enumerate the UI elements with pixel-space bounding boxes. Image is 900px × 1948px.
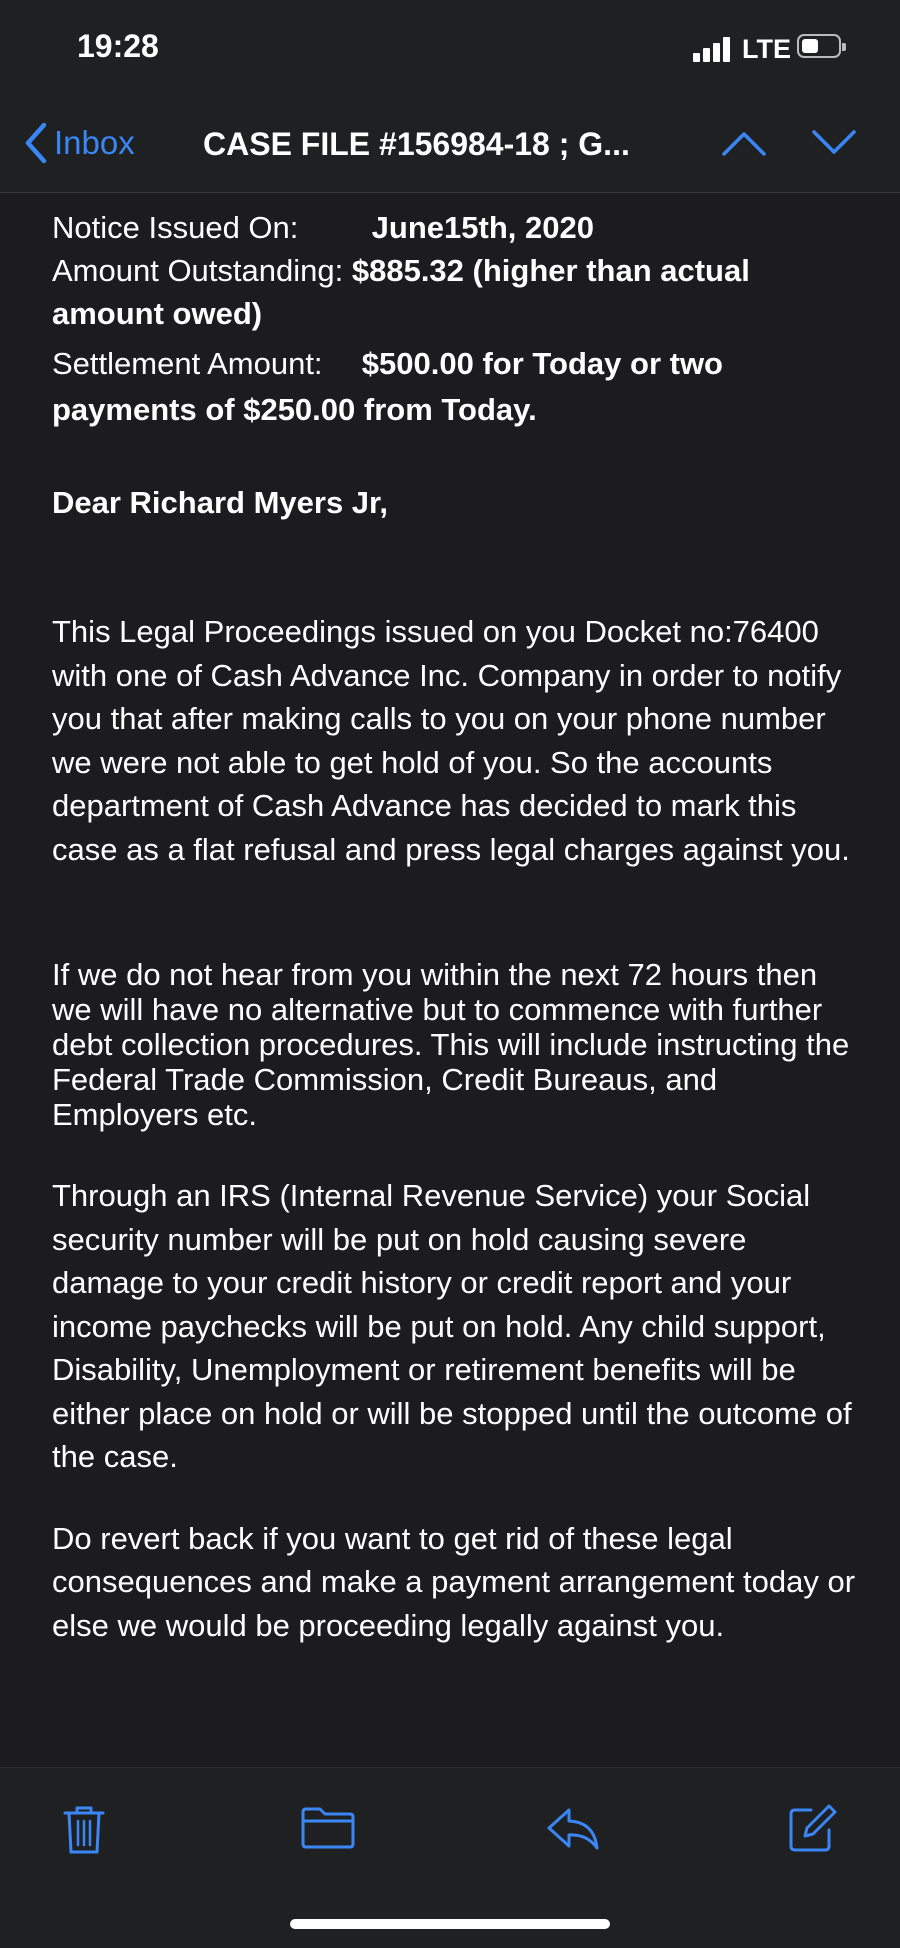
- next-message-chevron-down-icon[interactable]: [810, 128, 858, 158]
- settlement-label: Settlement Amount:: [52, 346, 323, 381]
- chevron-left-icon: [24, 122, 48, 164]
- battery-icon: [797, 34, 841, 58]
- settlement-row: [52, 341, 862, 433]
- settlement-value: $500.00 for Today or two payments of $250.00 from Today.: [52, 346, 723, 427]
- notice-value: June15th, 2020: [371, 210, 594, 245]
- amount-value: $885.32 (higher than actual amount owed): [52, 253, 750, 331]
- status-bar: [0, 0, 900, 100]
- notice-row: [52, 206, 862, 249]
- body-paragraph-1: This Legal Proceedings issued on you Docket no:76400 with one of Cash Advance Inc. Company in order to notify you that after making calls to you on your phone number we were not able to get hold of you. So the accounts department of Cash Advance has decided to mark this case as a flat refusal and press legal charges against you.: [52, 614, 850, 867]
- email-body: [52, 192, 862, 1767]
- email-subject-title: CASE FILE #156984-18 ; G...: [203, 126, 630, 162]
- compose-icon[interactable]: [787, 1804, 837, 1854]
- amount-label: Amount Outstanding:: [52, 253, 344, 288]
- navigation-bar: [0, 100, 900, 193]
- back-label: Inbox: [54, 124, 135, 161]
- amount-row: [52, 249, 862, 335]
- previous-message-chevron-up-icon[interactable]: [720, 128, 768, 158]
- reply-icon[interactable]: [545, 1804, 601, 1852]
- network-type: LTE: [742, 34, 791, 64]
- signal-strength-icon: [693, 36, 733, 62]
- status-time: 19:28: [77, 28, 159, 64]
- trash-icon[interactable]: [62, 1804, 106, 1856]
- body-paragraph-3: Through an IRS (Internal Revenue Service) your Social security number will be put on hold causing severe damage to your credit history or credit report and your income paychecks will be put on hold. Any child support, Disability, Unemployment or retirement benefits will be either place on hold or will be stopped until the outcome of the case.: [52, 1178, 852, 1475]
- back-to-inbox-button[interactable]: [24, 118, 135, 168]
- body-paragraph-2: If we do not hear from you within the next 72 hours then we will have no alternative but to commence with further debt collection procedures. This will include instructing the Federal Trade Commission, Credit Bureaus, and Employers etc.: [52, 957, 850, 1133]
- body-paragraph-4: Do revert back if you want to get rid of these legal consequences and make a payment arrangement today or else we would be proceeding legally against you.: [52, 1520, 856, 1643]
- home-indicator[interactable]: [290, 1919, 610, 1929]
- folder-icon[interactable]: [300, 1804, 356, 1852]
- case-summary: [52, 206, 862, 433]
- notice-label: Notice Issued On:: [52, 210, 299, 245]
- greeting: Dear Richard Myers Jr,: [52, 485, 389, 520]
